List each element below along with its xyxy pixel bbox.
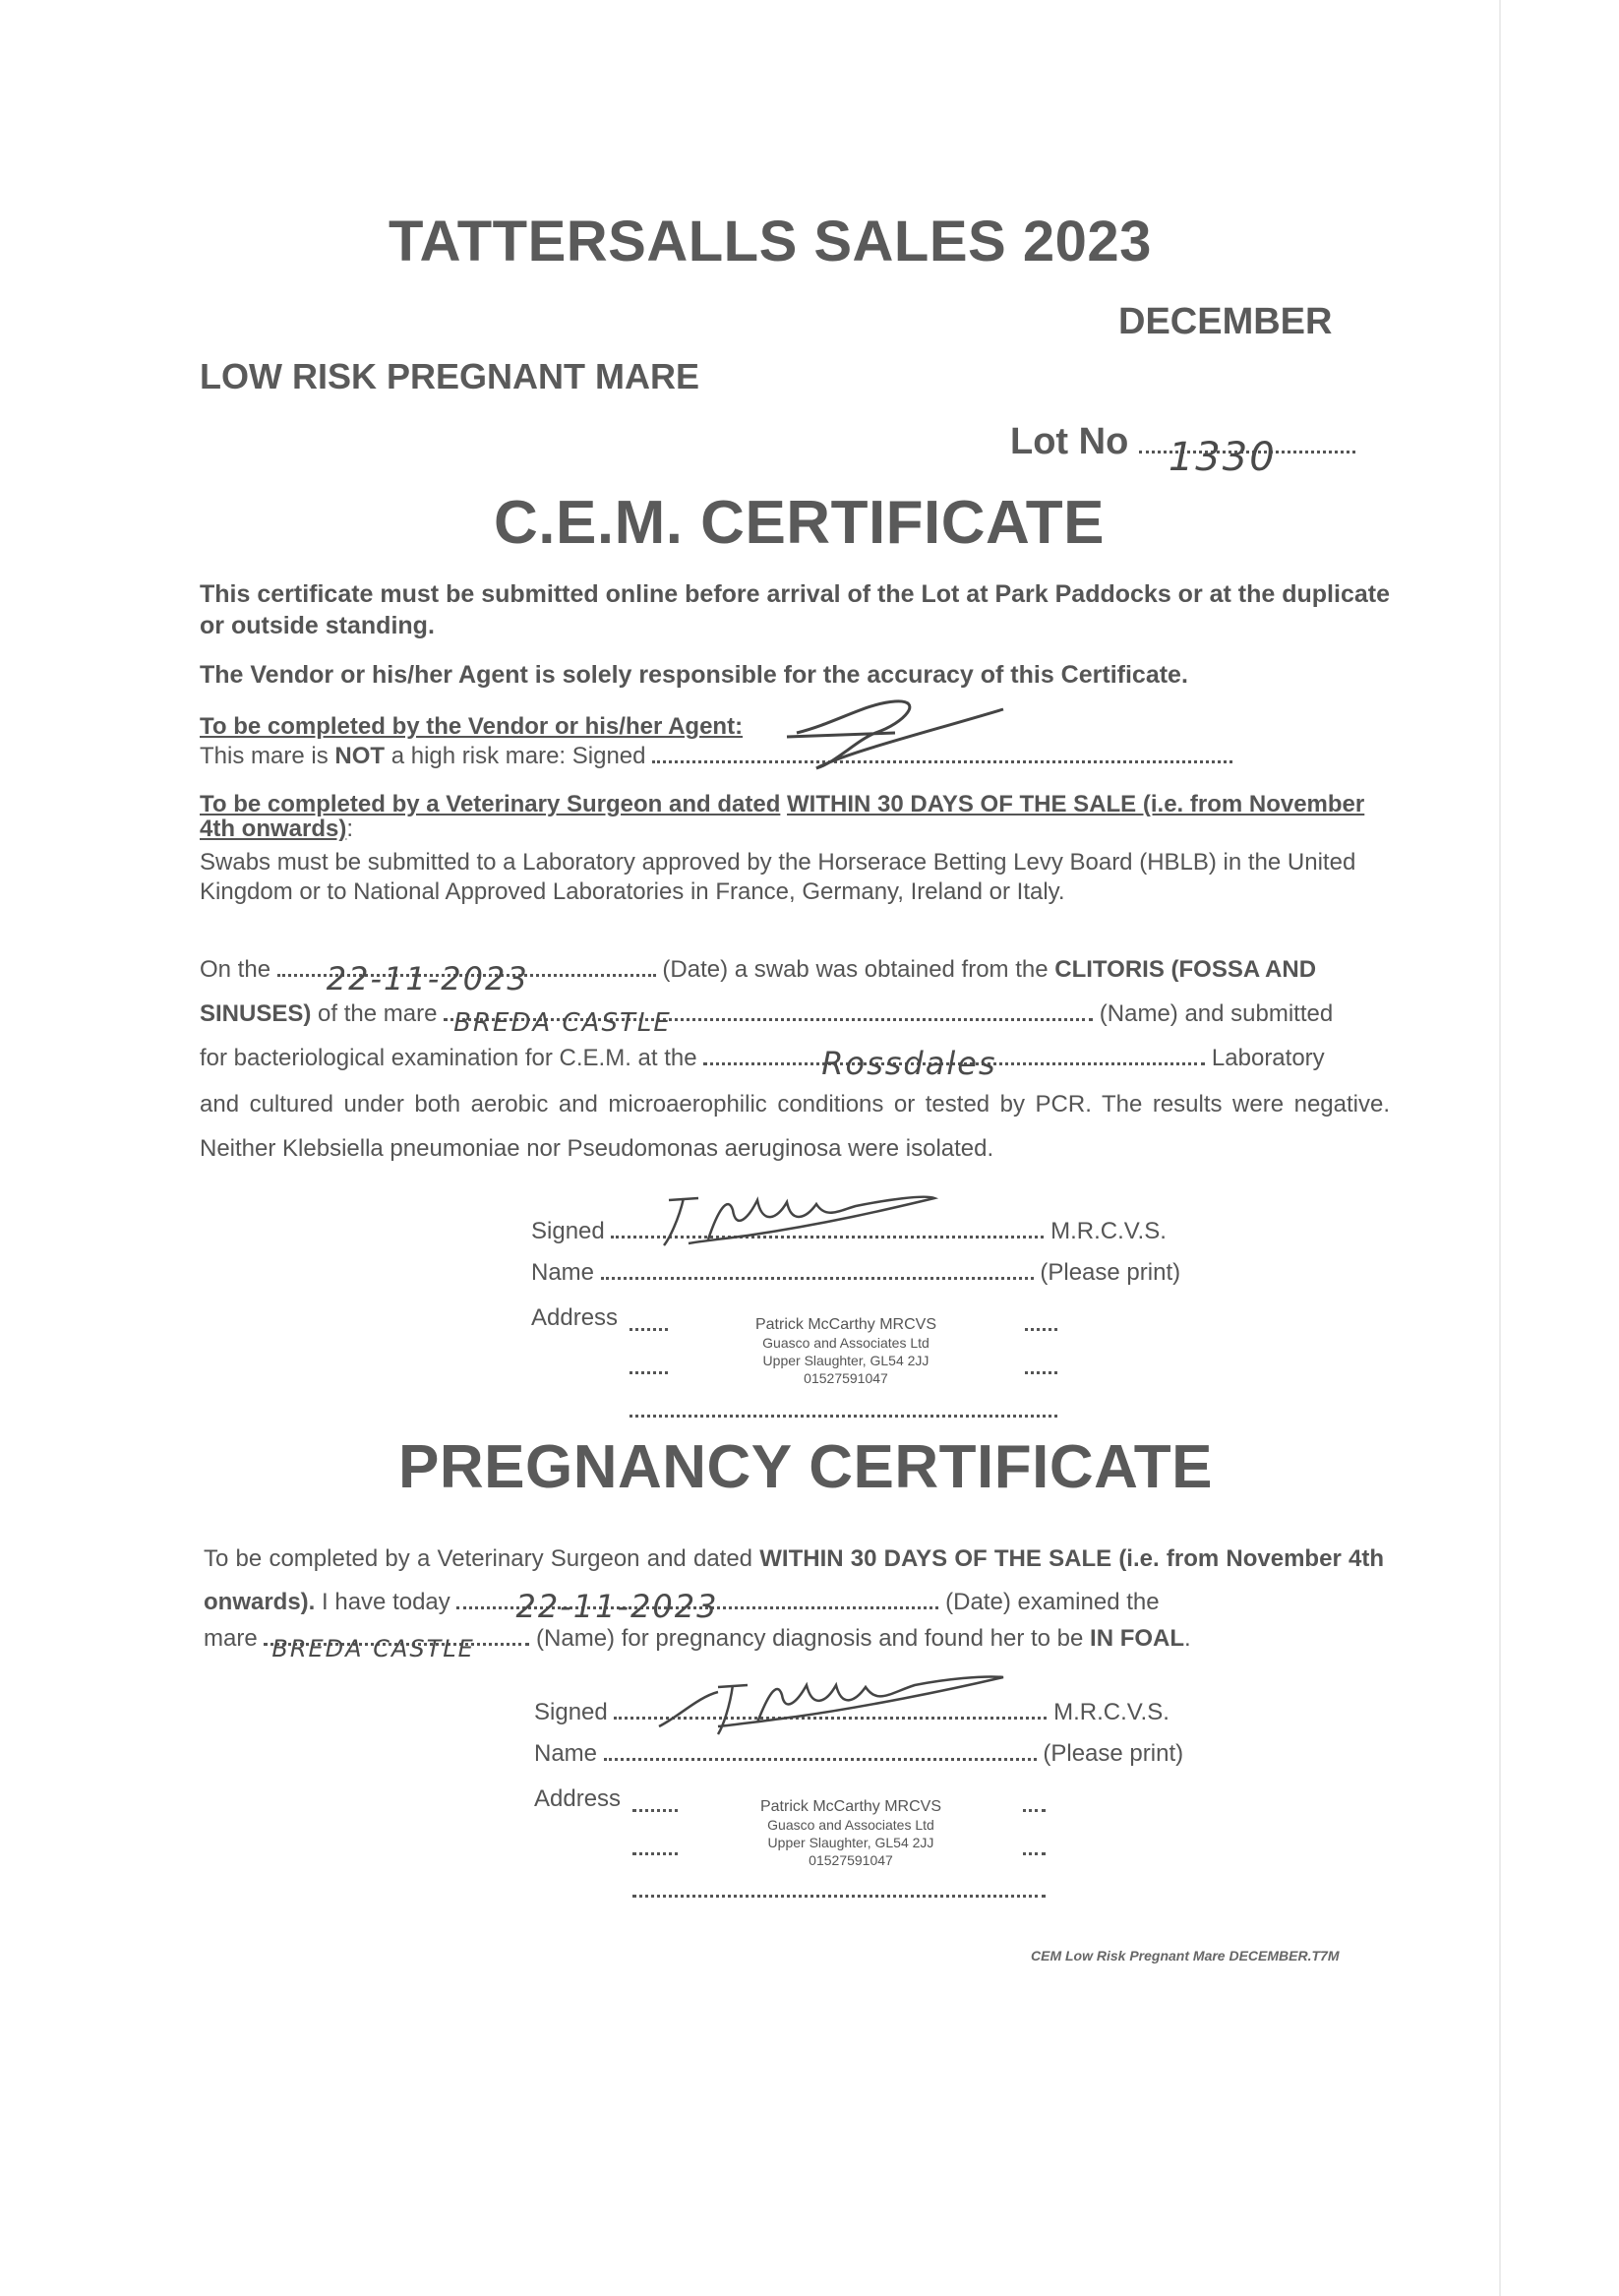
preg-mare-suffix: (Name) for pregnancy diagnosis and found her to be xyxy=(536,1625,1084,1652)
vendor-line-not: NOT xyxy=(334,743,386,769)
preg-stamp-line1: Guasco and Associates Ltd xyxy=(767,1817,934,1833)
lot-number-row xyxy=(1010,421,1355,480)
preg-date-suffix: (Date) examined the xyxy=(945,1589,1160,1615)
cem-lab-row xyxy=(200,1045,1325,1082)
vet-heading xyxy=(200,792,1390,841)
preg-stamp-line2: Upper Slaughter, GL54 2JJ xyxy=(767,1835,934,1850)
lot-label: Lot No xyxy=(1010,421,1129,462)
vendor-declaration xyxy=(200,743,1232,770)
pregnancy-text xyxy=(204,1538,1384,1624)
cem-responsibility: The Vendor or his/her Agent is solely responsible for the accuracy of this Certificate. xyxy=(200,661,1188,689)
preg-text-a: To be completed by a Veterinary Surgeon and dated xyxy=(204,1545,753,1572)
cem-address-label: Address xyxy=(531,1304,619,1331)
preg-text-c: I have today xyxy=(322,1589,450,1615)
cem-name-label: Name xyxy=(531,1259,595,1286)
preg-vet-stamp xyxy=(679,1798,1023,1869)
vet-heading-a: To be completed by a Veterinary Surgeon and dated xyxy=(200,791,781,817)
cem-address-row xyxy=(531,1304,618,1332)
lot-number-value: 1330 xyxy=(1168,435,1277,480)
cem-mare-field xyxy=(444,1008,1093,1038)
sales-title: TATTERSALLS SALES 2023 xyxy=(389,210,1152,273)
name-submitted-label: (Name) and submitted xyxy=(1099,1000,1334,1027)
cem-stamp-name: Patrick McCarthy MRCVS xyxy=(754,1316,937,1333)
preg-mrcvs-label: M.R.C.V.S. xyxy=(1053,1699,1169,1725)
cem-notice: This certificate must be submitted online before arrival of the Lot at Park Paddocks or at the duplicate or outside standing. xyxy=(200,580,1390,639)
footer-reference: CEM Low Risk Pregnant Mare DECEMBER.T7M xyxy=(1031,1948,1340,1964)
preg-vet-signature xyxy=(620,1658,1013,1736)
cem-stamp-line1: Guasco and Associates Ltd xyxy=(762,1335,929,1351)
vendor-signature xyxy=(777,694,1023,772)
preg-address-row xyxy=(534,1785,621,1813)
pregnancy-mare-row xyxy=(204,1625,1191,1662)
vendor-line-prefix: This mare is xyxy=(200,743,329,769)
vendor-line-suffix: a high risk mare: Signed xyxy=(390,743,646,769)
month-label: DECEMBER xyxy=(1118,301,1333,342)
preg-text-b: WITHIN 30 DAYS OF THE SALE (i.e. from November 4th onwards). xyxy=(204,1545,1384,1615)
vet-heading-c: : xyxy=(346,816,354,842)
cem-vet-signature xyxy=(630,1180,944,1249)
cem-mare-value: BREDA CASTLE xyxy=(453,1008,672,1038)
cem-stamp-phone: 01527591047 xyxy=(804,1370,888,1386)
preg-name-line xyxy=(604,1758,1037,1761)
cem-heading: C.E.M. CERTIFICATE xyxy=(494,489,1105,557)
cem-results-text: and cultured under both aerobic and microaerophilic conditions or tested by PCR. The results were negative. Neither Klebsiella pneumoniae nor Pseudomonas aeruginosa were isolated. xyxy=(200,1091,1390,1162)
cem-signed-label: Signed xyxy=(531,1218,605,1244)
cem-name-row xyxy=(531,1259,1180,1287)
cem-date-field xyxy=(277,960,656,997)
category-label: LOW RISK PREGNANT MARE xyxy=(200,356,699,396)
preg-stamp-phone: 01527591047 xyxy=(809,1852,893,1868)
cem-address-line-3 xyxy=(630,1401,1057,1418)
cem-vet-stamp xyxy=(669,1316,1023,1387)
preg-mare-prefix: mare xyxy=(204,1625,258,1652)
for-bact-label: for bacteriological examination for C.E.M. at the xyxy=(200,1045,697,1071)
lot-number-field xyxy=(1139,435,1355,480)
preg-name-row xyxy=(534,1740,1183,1768)
cem-lab-value: Rossdales xyxy=(821,1045,997,1082)
preg-mare-value: BREDA CASTLE xyxy=(271,1635,475,1662)
cem-mrcvs-label: M.R.C.V.S. xyxy=(1050,1218,1167,1244)
preg-address-line-3 xyxy=(632,1881,1046,1898)
clitoris-label: CLITORIS (FOSSA AND xyxy=(1054,956,1317,983)
on-the-label: On the xyxy=(200,956,271,983)
cem-please-print: (Please print) xyxy=(1040,1259,1181,1286)
preg-date-value: 22-11-2023 xyxy=(515,1588,719,1625)
preg-date-field xyxy=(456,1588,938,1625)
preg-stamp-name: Patrick McCarthy MRCVS xyxy=(759,1798,942,1815)
cem-date-value: 22-11-2023 xyxy=(326,960,529,997)
date-suffix: (Date) a swab was obtained from the xyxy=(662,956,1049,983)
cem-mare-row xyxy=(200,1000,1334,1038)
of-the-mare-label: of the mare xyxy=(318,1000,438,1027)
scan-edge xyxy=(1499,0,1501,2296)
preg-address-label: Address xyxy=(534,1785,622,1812)
vendor-heading: To be completed by the Vendor or his/her Agent: xyxy=(200,713,744,740)
cem-date-row xyxy=(200,956,1317,997)
cem-stamp-line2: Upper Slaughter, GL54 2JJ xyxy=(762,1353,929,1368)
preg-name-label: Name xyxy=(534,1740,598,1767)
preg-signed-label: Signed xyxy=(534,1699,608,1725)
cem-lab-field xyxy=(703,1045,1205,1082)
preg-period: . xyxy=(1184,1625,1191,1652)
cem-name-line xyxy=(601,1277,1034,1280)
preg-mare-field xyxy=(264,1635,529,1662)
sinuses-label: SINUSES) xyxy=(200,1000,312,1027)
swabs-text: Swabs must be submitted to a Laboratory approved by the Horserace Betting Levy Board (HBLB) in the United Kingdom or to National Approved Laboratories in France, Germany, Ireland or Italy. xyxy=(200,849,1356,905)
vet-heading-b: WITHIN 30 DAYS OF THE SALE (i.e. from November 4th onwards) xyxy=(200,791,1365,842)
in-foal-label: IN FOAL xyxy=(1090,1625,1185,1652)
preg-please-print: (Please print) xyxy=(1043,1740,1184,1767)
laboratory-label: Laboratory xyxy=(1211,1045,1325,1071)
pregnancy-heading: PREGNANCY CERTIFICATE xyxy=(398,1433,1214,1501)
